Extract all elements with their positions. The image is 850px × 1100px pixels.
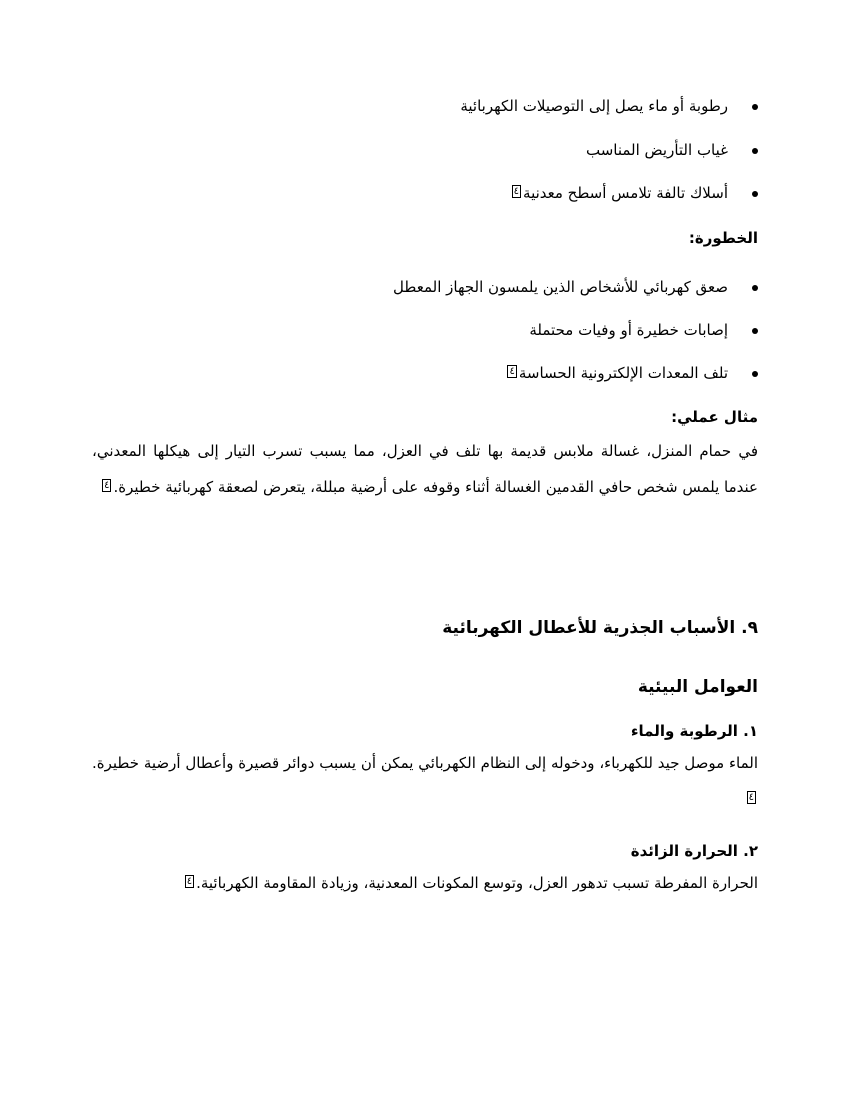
- example-heading: مثال عملي:: [671, 408, 758, 426]
- item-paragraph: [92, 865, 758, 901]
- item-paragraph: [92, 745, 758, 817]
- list-item: [512, 182, 758, 204]
- citation-link[interactable]: ٤: [186, 876, 193, 887]
- list-item: [393, 276, 758, 298]
- citation-link[interactable]: ٤: [509, 366, 515, 377]
- example-paragraph: [92, 433, 758, 505]
- bullet-text: إصابات خطيرة أو وفيات محتملة: [529, 321, 728, 339]
- bullet-text: رطوبة أو ماء يصل إلى التوصيلات الكهربائية: [460, 97, 728, 115]
- paragraph-text: الماء موصل جيد للكهرباء، ودخوله إلى النظام الكهربائي يمكن أن يسبب دوائر قصيرة وأعطال أرضية خطيرة.: [92, 754, 758, 772]
- bullet-text: صعق كهربائي للأشخاص الذين يلمسون الجهاز المعطل: [393, 278, 728, 296]
- list-item: [529, 319, 758, 341]
- bullet-text: غياب التأريض المناسب: [585, 141, 728, 159]
- citation-link[interactable]: ٤: [748, 792, 754, 803]
- item-title: ١. الرطوبة والماء: [630, 722, 758, 740]
- list-item: [507, 362, 758, 384]
- bullet-text: أسلاك تالفة تلامس أسطح معدنية: [523, 184, 728, 202]
- subsection-title: العوامل البيئية: [637, 677, 758, 697]
- item-title: ٢. الحرارة الزائدة: [630, 842, 758, 860]
- citation-link[interactable]: ٤: [513, 186, 520, 197]
- list-item: [586, 139, 758, 161]
- danger-heading: الخطورة:: [688, 229, 758, 247]
- paragraph-text: الحرارة المفرطة تسبب تدهور العزل، وتوسع المكونات المعدنية، وزيادة المقاومة الكهربائية.: [196, 874, 758, 892]
- paragraph-text: في حمام المنزل، غسالة ملابس قديمة بها تلف في العزل، مما يسبب تسرب التيار إلى هيكلها المعدني، عندما يلمس شخص حافي القدمين الغسالة أثناء وقوفه على أرضية مبللة، يتعرض لصعقة كهربائية خطيرة.: [92, 442, 758, 496]
- list-item: [460, 95, 758, 117]
- bullet-text: تلف المعدات الإلكترونية الحساسة: [518, 364, 728, 382]
- section-title: ٩. الأسباب الجذرية للأعطال الكهربائية: [442, 618, 758, 638]
- citation-link[interactable]: ٤: [104, 480, 110, 491]
